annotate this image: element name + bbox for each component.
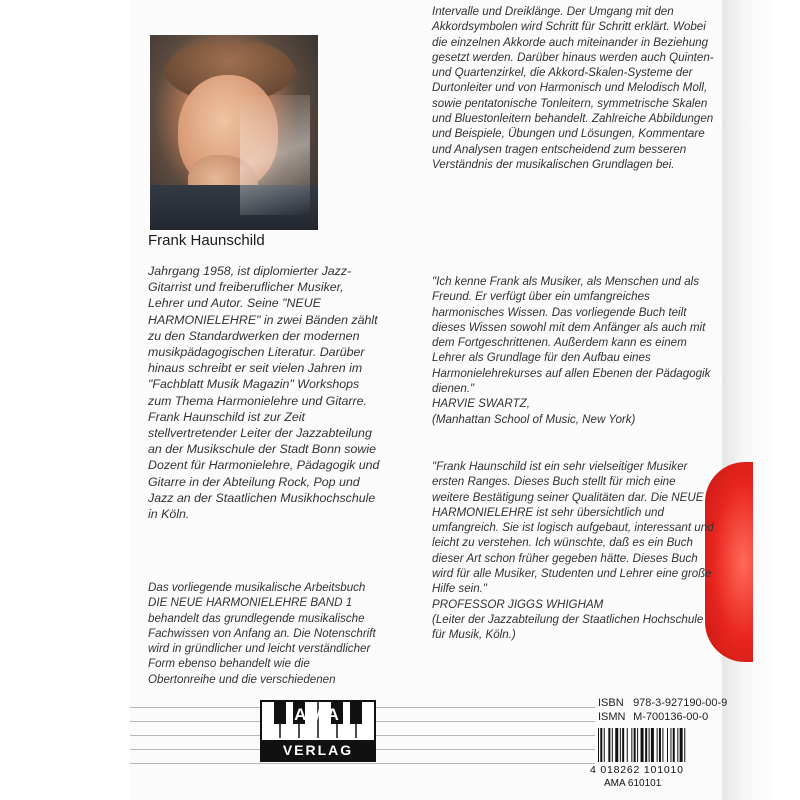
barcode-bar xyxy=(634,728,636,762)
barcode-bar xyxy=(680,728,683,762)
isbn-label: ISBN xyxy=(598,697,624,709)
barcode-bar xyxy=(662,728,663,762)
barcode-bar xyxy=(677,728,678,762)
quote-affiliation: (Manhattan School of Music, New York) xyxy=(432,412,636,426)
author-bio-text: Jahrgang 1958, ist diplomierter Jazz-Gitarrist und freiberuflicher Musiker, Lehrer und Autor. Seine "NEUE HARMONIELEHRE" in zwei Bänden zählt zu den Standardwerken der modernen musikpädagogischen Literatur. Darüber hinaus schreibt er seit vielen Jahren im "Fachblatt Musik Magazin" Workshops zum Thema Harmonielehre und Gitarre. Frank Haunschild ist zur Zeit stellvertretender Leiter der Jazzabteilung an der Musikschule der Stadt Bonn sowie Dozent für Harmonielehre, Pädagogik und Gitarre in der Abteilung Rock, Pop und Jazz an der Staatlichen Musikhochschule in Köln. xyxy=(148,264,380,522)
barcode-bar xyxy=(627,728,628,762)
barcode-bar xyxy=(598,728,599,762)
quote-text: "Frank Haunschild ist ein sehr vielseitiger Musiker ersten Ranges. Dieses Buch stellt für mich eine weitere Bestätigung seiner Qualitäten dar. Die NEUE HARMONIELEHRE ist sehr übersichtlich und umfangreich. Sie ist logisch aufgebaut, interessant und leicht zu verstehen. Ich wünschte, daß es ein Buch dieser Art schon früher gegeben hätte. Dieses Buch wird für alle Musiker, Studenten und Lehrer eine große Hilfe sein." xyxy=(432,460,714,596)
barcode-bar xyxy=(641,728,644,762)
barcode-bar xyxy=(667,728,668,762)
barcode-bar xyxy=(645,728,647,762)
quote-text: "Ich kenne Frank als Musiker, als Menschen und als Freund. Er verfügt über ein umfangreiches harmonisches Wissen. Das vorliegende Buch teilt dieses Wissen sowohl mit dem Anfänger als auch mit dem Fortgeschrittenen. Außerdem kann es einem Lehrer als Grundlage für den Aufbau eines Harmonielehrekurses auf allen Ebenen der Pädagogik dienen." xyxy=(432,275,711,396)
quote-author: PROFESSOR JIGGS WHIGHAM xyxy=(432,597,604,611)
barcode-bar xyxy=(622,728,624,762)
barcode-bar xyxy=(600,728,602,762)
staff-line xyxy=(130,763,595,764)
ama-verlag-logo xyxy=(260,700,376,762)
piano-keys-icon xyxy=(262,702,374,738)
quote-affiliation: (Leiter der Jazzabteilung der Staatlichen Hochschule für Musik, Köln.) xyxy=(432,612,704,642)
ismn-value: M-700136-00-0 xyxy=(633,710,709,723)
barcode-bar xyxy=(608,728,610,762)
barcode-bar xyxy=(670,728,671,762)
barcode xyxy=(596,728,736,762)
quote-jiggs-whigham xyxy=(432,459,714,643)
author-photo xyxy=(150,35,318,230)
barcode-bar xyxy=(684,728,685,762)
book-description-continued-text: Intervalle und Dreiklänge. Der Umgang mit den Akkordsymbolen wird Schritt für Schritt erklärt. Wobei die einzelnen Akkorde auch miteinander in Beziehung gesetzt werden. Darüber hinaus werden auch Quinten- und Quartenzirkel, die Akkord-Skalen-Systeme der Durtonleiter und von Harmonisch und Melodisch Moll, sowie pentatonische Tonleitern, symmetrische Skalen und Bluestonleitern behandelt. Zahlreiche Abbildungen und Beispiele, Übungen und Lösungen, Kommentare und Analysen tragen entscheidend zum besseren Verständnis der musikalischen Grundlagen bei. xyxy=(432,5,714,171)
barcode-bar xyxy=(612,728,613,762)
barcode-bar xyxy=(637,728,638,762)
barcode-bar xyxy=(631,728,632,762)
logo-verlag-text: VERLAG xyxy=(262,740,374,760)
barcode-bar xyxy=(615,728,618,762)
photo-caption: Frank Haunschild xyxy=(148,232,265,249)
isbn-value: 978-3-927190-00-9 xyxy=(633,697,728,709)
barcode-number: 4 018262 101010 xyxy=(590,764,684,776)
ismn-label: ISMN xyxy=(598,710,626,723)
barcode-bar xyxy=(659,728,661,762)
book-description xyxy=(148,580,380,687)
book-description-text: Das vorliegende musikalische Arbeitsbuch DIE NEUE HARMONIELEHRE BAND 1 behandelt das grundlegende musikalische Fachwissen von Anfang an. Die Notenschrift wird in gründlicher und leicht verständlicher Form ebenso behandelt wie die Obertonreihe und die verschiedenen xyxy=(148,581,376,686)
logo-letters: AMA xyxy=(294,705,342,724)
barcode-bar xyxy=(673,728,675,762)
barcode-bar xyxy=(649,728,650,762)
barcode-bar xyxy=(604,728,605,762)
barcode-bar xyxy=(651,728,654,762)
isbn-block xyxy=(598,697,727,724)
quote-author: HARVIE SWARTZ, xyxy=(432,397,530,411)
book-description-continued xyxy=(432,4,714,172)
cover-edge xyxy=(722,0,780,800)
author-bio xyxy=(148,263,380,522)
ama-order-number: AMA 610101 xyxy=(604,778,662,789)
barcode-bar xyxy=(620,728,621,762)
barcode-bar xyxy=(657,728,658,762)
quote-harvie-swartz xyxy=(432,274,714,427)
